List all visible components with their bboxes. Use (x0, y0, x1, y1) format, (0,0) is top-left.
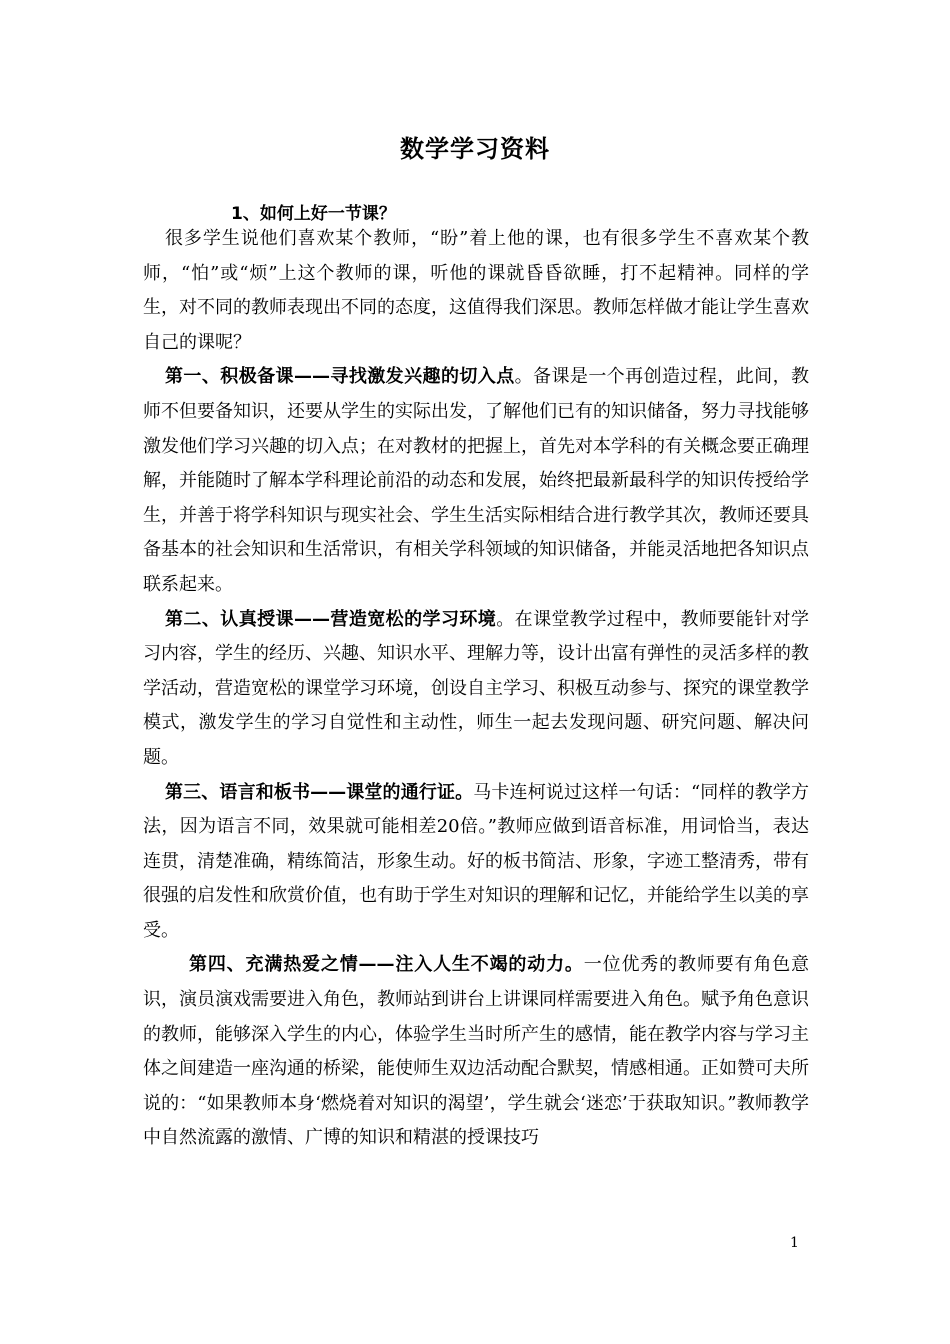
intro-paragraph: 很多学生说他们喜欢某个教师，“盼”着上他的课，也有很多学生不喜欢某个教师，“怕”或“烦”上这个教师的课，听他的课就昏昏欲睡，打不起精神。同样的学生，对不同的教师表现出不同的态度，这值得我们深思。教师怎样做才能让学生喜欢自己的课呢？ (143, 228, 809, 353)
section-2-text: 。在课堂教学过程中，教师要能针对学习内容，学生的经历、兴趣、知识水平、理解力等，设计出富有弹性的灵活多样的教学活动，营造宽松的课堂学习环境，创设自主学习、积极互动参与、探究的课堂教学模式，激发学生的学习自觉性和主动性，师生一起去发现问题、研究问题、解决问题。 (143, 608, 810, 768)
section-1-lead: 第一、积极备课——寻找激发兴趣的切入点 (165, 366, 515, 388)
section-1-text: 。备课是一个再创造过程，此间，教师不但要备知识，还要从学生的实际出发，了解他们已有的知识储备，努力寻找能够激发他们学习兴趣的切入点；在对教材的把握上，首先对本学科的有关概念要正确理解，并能随时了解本学科理论前沿的动态和发展，始终把最新最科学的知识传授给学生，并善于将学科知识与现实社会、学生生活实际相结合进行教学其次，教师还要具备基本的社会知识和生活常识，有相关学科领域的知识储备，并能灵活地把各知识点联系起来。 (143, 366, 810, 595)
section-4-lead: 第四、充满热爱之情——注入人生不竭的动力。 (189, 954, 584, 976)
document-body (143, 222, 809, 1156)
section-4-text: 一位优秀的教师要有角色意识，演员演戏需要进入角色，教师站到讲台上讲课同样需要进入角色。赋予角色意识的教师，能够深入学生的内心，体验学生当时所产生的感情，能在教学内容与学习主体之间建造一座沟通的桥梁，能使师生双边活动配合默契，情感相通。正如赞可夫所说的：“如果教师本身‘燃烧着对知识的渴望’，学生就会‘迷恋’于获取知识。”教师教学中自然流露的激情、广博的知识和精湛的授课技巧 (143, 954, 810, 1149)
section-3-text: 马卡连柯说过这样一句话：“同样的教学方法，因为语言不同，效果就可能相差20倍。”教师应做到语音标准，用词恰当，表达连贯，清楚准确，精练简洁，形象生动。好的板书简洁、形象，字迹工整清秀，带有很强的启发性和欣赏价值，也有助于学生对知识的理解和记忆，并能给学生以美的享受。 (143, 781, 810, 941)
document-title: 数学学习资料 (400, 135, 550, 163)
section-heading: 1、如何上好一节课？ (231, 204, 396, 224)
page-number: 1 (790, 1235, 799, 1251)
paragraph-section-4 (143, 948, 809, 1156)
paragraph-section-1 (143, 360, 809, 602)
section-2-lead: 第二、认真授课——营造宽松的学习环境 (165, 608, 497, 630)
paragraph-section-2 (143, 603, 809, 776)
paragraph-section-3 (143, 776, 809, 949)
section-3-lead: 第三、语言和板书——课堂的通行证。 (165, 781, 474, 803)
